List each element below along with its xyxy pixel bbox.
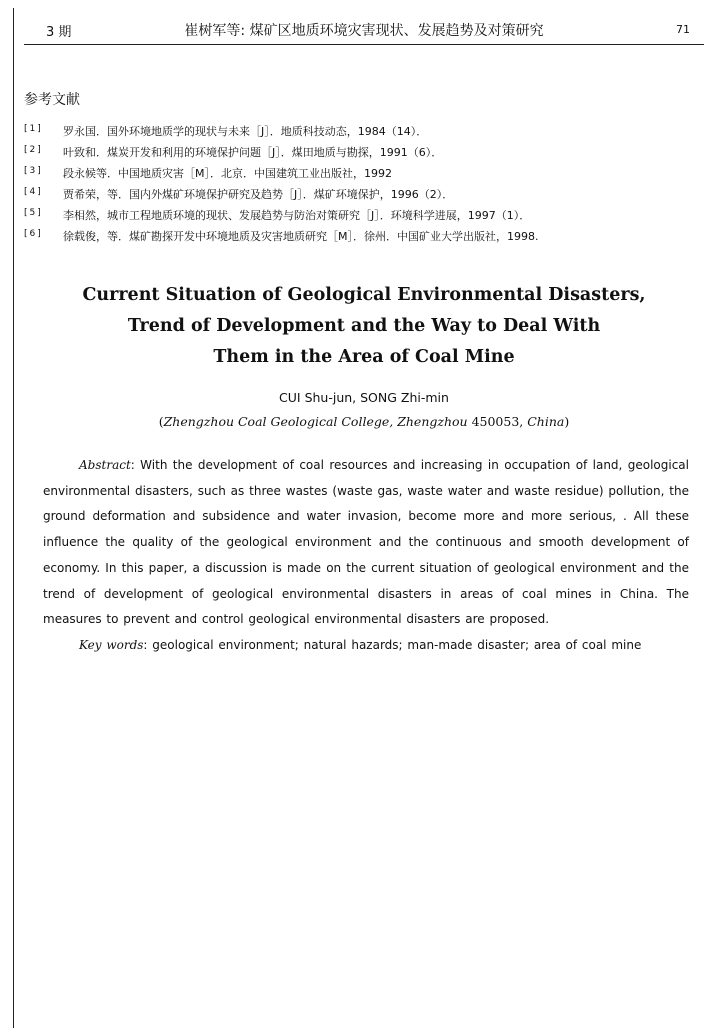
reference-list (24, 124, 704, 250)
reference-number: [6] (24, 229, 43, 239)
author-affiliation (24, 414, 704, 429)
title-line: Them in the Area of Coal Mine (213, 347, 515, 367)
reference-text: 段永候等．中国地质灾害［M］．北京．中国建筑工业出版社，1992 (63, 167, 392, 180)
title-line: Current Situation of Geological Environmental Disasters, (82, 285, 646, 305)
reference-text: 徐载俊，等．煤矿勘探开发中环境地质及灾害地质研究［M］．徐州．中国矿业大学出版社，1998. (63, 230, 539, 243)
reference-item (24, 229, 704, 250)
affiliation-postcode: 450053, (467, 414, 528, 429)
keywords-paragraph (43, 633, 689, 659)
abstract-text: : With the development of coal resources and increasing in occupation of land, geological environmental disasters, such as three wastes (waste gas, waste water and waste residue) pollution, the ground deformation and subsidence and water invasion, become more and more serious, . All these influence the quality of the geological environment and the continuous and smooth development of economy. In this paper, a discussion is made on the current situation of geological environment and the trend of development of geological environmental disasters in areas of coal mines in China. The measures to prevent and control geological environmental disasters are proposed. (43, 458, 689, 627)
keywords-label: Key words (79, 637, 144, 652)
page-number: 71 (676, 23, 690, 36)
reference-text: 李相然，城市工程地质环境的现状、发展趋势与防治对策研究［J］．环境科学进展，1997（1）． (63, 209, 531, 222)
affiliation-country: China (527, 414, 565, 429)
issue-number: 3 期 (46, 25, 72, 40)
references-heading: 参考文献 (24, 92, 80, 108)
abstract-paragraph (43, 453, 689, 633)
reference-item (24, 145, 704, 166)
affiliation-institution: Zhengzhou Coal Geological College, Zhengzhou (163, 414, 468, 429)
title-line: Trend of Development and the Way to Deal With (127, 316, 601, 336)
reference-number: [2] (24, 145, 43, 155)
english-abstract (43, 453, 689, 659)
reference-item (24, 208, 704, 229)
reference-number: [3] (24, 166, 43, 176)
keywords-text: : geological environment; natural hazards; man-made disaster; area of coal mine (143, 637, 642, 652)
reference-text: 罗永国．国外环境地质学的现状与未来［J］．地质科技动态，1984（14）． (63, 125, 428, 138)
author-names: CUI Shu-jun, SONG Zhi-min (279, 390, 449, 405)
running-header (24, 18, 704, 45)
reference-number: [1] (24, 124, 43, 134)
reference-number: [4] (24, 187, 43, 197)
page-left-rule (13, 8, 14, 1028)
affiliation-paren-close: ) (564, 414, 570, 429)
running-title: 崔树军等: 煤矿区地质环境灾害现状、发展趋势及对策研究 (184, 23, 544, 39)
affiliation-paren-open: ( (158, 414, 164, 429)
reference-text: 贾希荣，等．国内外煤矿环境保护研究及趋势［J］．煤矿环境保护，1996（2）． (63, 188, 454, 201)
abstract-label: Abstract (79, 458, 131, 472)
reference-item (24, 187, 704, 208)
reference-number: [5] (24, 208, 43, 218)
english-title (24, 280, 704, 373)
reference-item (24, 124, 704, 145)
reference-text: 叶致和．煤炭开发和利用的环境保护问题［J］．煤田地质与勘探，1991（6）． (63, 146, 443, 159)
reference-item (24, 166, 704, 187)
